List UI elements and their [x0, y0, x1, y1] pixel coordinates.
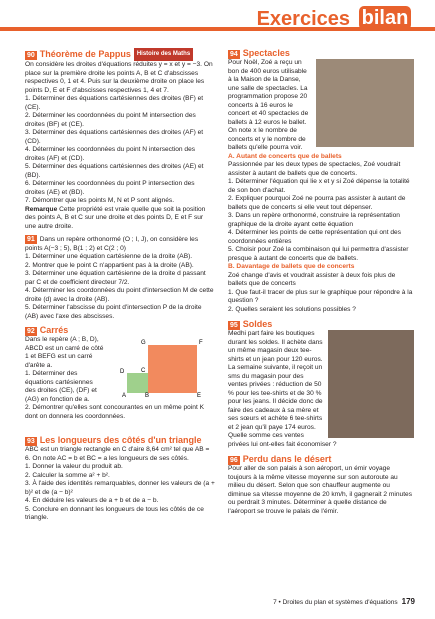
- exercise-intro: Dans le repère (A ; B, D), ABCD est un carré de côté 1 et BEFG est un carré d'arête a.: [25, 336, 104, 369]
- page-number: 179: [401, 597, 415, 606]
- label-a: A: [122, 393, 127, 397]
- page-footer: [273, 597, 415, 606]
- square-befg: [148, 345, 197, 393]
- question: 3. Dans un repère orthonormé, construire la représentation graphique de la droite ayant cette équation: [228, 212, 400, 228]
- question: 4. Déterminer les coordonnées du point d'intersection M de cette droite (d) avec la droite (AB).: [25, 287, 214, 303]
- exercise-intro: On considère les droites d'équations réduites y = x et y = −3. On place sur la première droite les points A, B et C d'abscisses respectives 0, 1 et 4. Puis sur la deuxième droite on place les points D, E et F d'abscisses respectives 1, 4 et 7.: [25, 61, 213, 94]
- exercise-intro: Pour Noël, Zoé a reçu un bon de 400 euros utilisable à la Maison de la Danse, une salle de spectacles. La programmation propose 20 concerts à 16 euros le concert et 40 spectacles de ballets à 12 euros le ballet. On note x le nombre de concerts et y le nombre de ballets qu'elle pourra voir.: [228, 59, 309, 151]
- history-badge: Histoire des Maths: [134, 48, 193, 61]
- exercise-title: Les longueurs des côtés d'un triangle: [39, 435, 202, 445]
- question: 4. En déduire les valeurs de a + b et de a − b.: [25, 497, 159, 504]
- exercise-92: [25, 325, 215, 431]
- exercise-text: Pour aller de son palais à son aéroport, un émir voyage toujours à la même vitesse moyenne sur son autoroute au milieu du désert. Selon que son chauffeur augmente ou diminue sa vitesse moyenne de 20 km/h, il gagnerait 2 minutes ou perdrait 3 minutes. Déterminer à quelle distance de l'aéroport se trouve le palais de l'émir.: [228, 465, 412, 515]
- part-a-intro: Passionnée par les deux types de spectacles, Zoé voudrait assister à autant de ballets que de concerts.: [228, 161, 401, 177]
- part-b-title: B. Davantage de ballets que de concerts: [228, 263, 355, 270]
- question: 5. Déterminer l'abscisse du point d'intersection P de la droite (AB) avec l'axe des abscisses.: [25, 304, 202, 320]
- question: 3. Déterminer une équation cartésienne de la droite d passant par C et de coefficient directeur 7/2.: [25, 270, 206, 286]
- exercise-number: 90: [27, 51, 35, 59]
- question: 2. Expliquer pourquoi Zoé ne pourra pas assister à autant de ballets que de concerts si elle veut tout dépenser.: [228, 195, 406, 211]
- exercise-title: Carrés: [39, 325, 69, 335]
- question: 1. Déterminer une équation cartésienne de la droite (AB).: [25, 253, 193, 260]
- exercise-95: [228, 319, 414, 449]
- right-column: [228, 48, 414, 516]
- exercise-title: Soldes: [242, 319, 273, 329]
- exercise-91: [25, 235, 215, 321]
- remark-text: Cette propriété est vraie quelle que soit la position des points A, B et C sur une droite et des points D, E et F sur une autre droite.: [25, 205, 206, 230]
- label-f: F: [199, 340, 203, 346]
- question: 1. Donner la valeur du produit ab.: [25, 463, 123, 470]
- exercise-90: [25, 48, 215, 231]
- question: 1. Déterminer des équations cartésiennes des droites (BF) et (CE).: [25, 95, 204, 111]
- question: 4. Déterminer les coordonnées du point N intersection des droites (AF) et (CD).: [25, 146, 196, 162]
- part-a-title: A. Autant de concerts que de ballets: [228, 152, 342, 160]
- question: 2. Montrer que le point C n'appartient pas à la droite (AB).: [25, 261, 194, 269]
- question: 5. Conclure en donnant les longueurs de tous les côtés de ce triangle.: [25, 505, 204, 521]
- question: 2. Quelles seraient les solutions possibles ?: [228, 305, 356, 313]
- exercise-96: [228, 454, 414, 516]
- exercise-title: Spectacles: [242, 48, 290, 58]
- question: 5. Déterminer des équations cartésiennes des droites (AE) et (BD).: [25, 163, 204, 179]
- question: 4. Déterminer les points de cette représentation qui ont des coordonnées entières: [228, 229, 402, 245]
- exercise-number: 91: [27, 236, 35, 243]
- part-b-intro: Zoé change d'avis et voudrait assister à deux fois plus de ballets que de concerts: [228, 271, 396, 287]
- exercise-intro: ABC est un triangle rectangle en C d'aire 8,64 cm² tel que AB = 6. On note AC = b et BC = a les longueurs de ses côtés.: [25, 446, 210, 462]
- exercise-title: Perdu dans le désert: [242, 454, 332, 464]
- exercise-title: Théorème de Pappus: [39, 48, 131, 59]
- dance-photo: [316, 59, 414, 147]
- question: 2. Déterminer les coordonnées du point M intersection des droites (BF) et (CE).: [25, 112, 196, 128]
- remark-label: Remarque: [25, 205, 58, 213]
- exercise-number: 96: [230, 457, 238, 464]
- question: 3. Déterminer des équations cartésiennes des droites (AF) et (CD).: [25, 129, 204, 145]
- label-c: C: [141, 368, 146, 374]
- question: 2. Calculer la somme a² + b².: [25, 471, 110, 479]
- header-title: Exercices: [256, 8, 350, 30]
- question: 5. Choisir pour Zoé la combinaison qui lui permettra d'assister presque à autant de concerts que de ballets.: [228, 246, 409, 262]
- square-abcd: [127, 373, 148, 393]
- shopping-photo: [328, 330, 414, 438]
- label-d: D: [120, 369, 125, 375]
- exercise-intro: Dans un repère orthonormé (O ; I, J), on considère les points A(−3 ; 5), B(1 ; 2) et C(2 ; 0): [25, 236, 199, 252]
- question: 7. Démontrer que les points M, N et P sont alignés.: [25, 197, 175, 204]
- exercise-93: [25, 435, 215, 523]
- exercise-number: 93: [27, 438, 35, 445]
- squares-figure: [117, 339, 213, 397]
- left-column: [25, 48, 215, 523]
- exercise-number: 92: [27, 328, 35, 335]
- exercise-number: 95: [230, 322, 238, 329]
- header-badge: bilan: [359, 6, 411, 30]
- exercise-text: Medhi part faire les boutiques durant les soldes. Il achète dans un même magasin deux tee-shirts et un jean pour 120 euros. La semaine suivante, il reçoit un sms du magasin pour des ventes privées : réduction de 50 % pour les tee-shirts et de 30 % pour les jeans. Il décide donc de faire des cadeaux à sa mère et ses sœurs et achète 6 tee-shirts et 2 jean qu'il paye 174 euros. Quelle somme ces ventes privées lui ont-elles fait économiser ?: [228, 330, 337, 448]
- label-g: G: [141, 340, 146, 346]
- page-header: [0, 0, 435, 34]
- question: 6. Déterminer les coordonnées du point P intersection des droites (AE) et (BD).: [25, 180, 195, 196]
- exercise-94: [228, 48, 414, 314]
- remark: [25, 206, 215, 232]
- chapter-label: 7 • Droites du plan et systèmes d'équations: [273, 599, 398, 606]
- question: 1. Que faut-il tracer de plus sur le graphique pour répondre à la question ?: [228, 288, 413, 304]
- label-e: E: [197, 393, 202, 397]
- question: 2. Démontrer qu'elles sont concourantes en un même point K dont on donnera les coordonnées.: [25, 404, 205, 420]
- question: 1. Déterminer l'équation qui lie x et y si Zoé dépense la totalité de son bon d'achat.: [228, 178, 410, 194]
- question: 3. À l'aide des identités remarquables, donner les valeurs de (a + b)² et de (a − b)²: [25, 480, 215, 496]
- exercise-number: 94: [230, 51, 238, 58]
- question: 1. Déterminer des équations cartésiennes des droites (CE), (DF) et (AG) en fonction de a.: [25, 370, 97, 403]
- label-b: B: [145, 393, 150, 397]
